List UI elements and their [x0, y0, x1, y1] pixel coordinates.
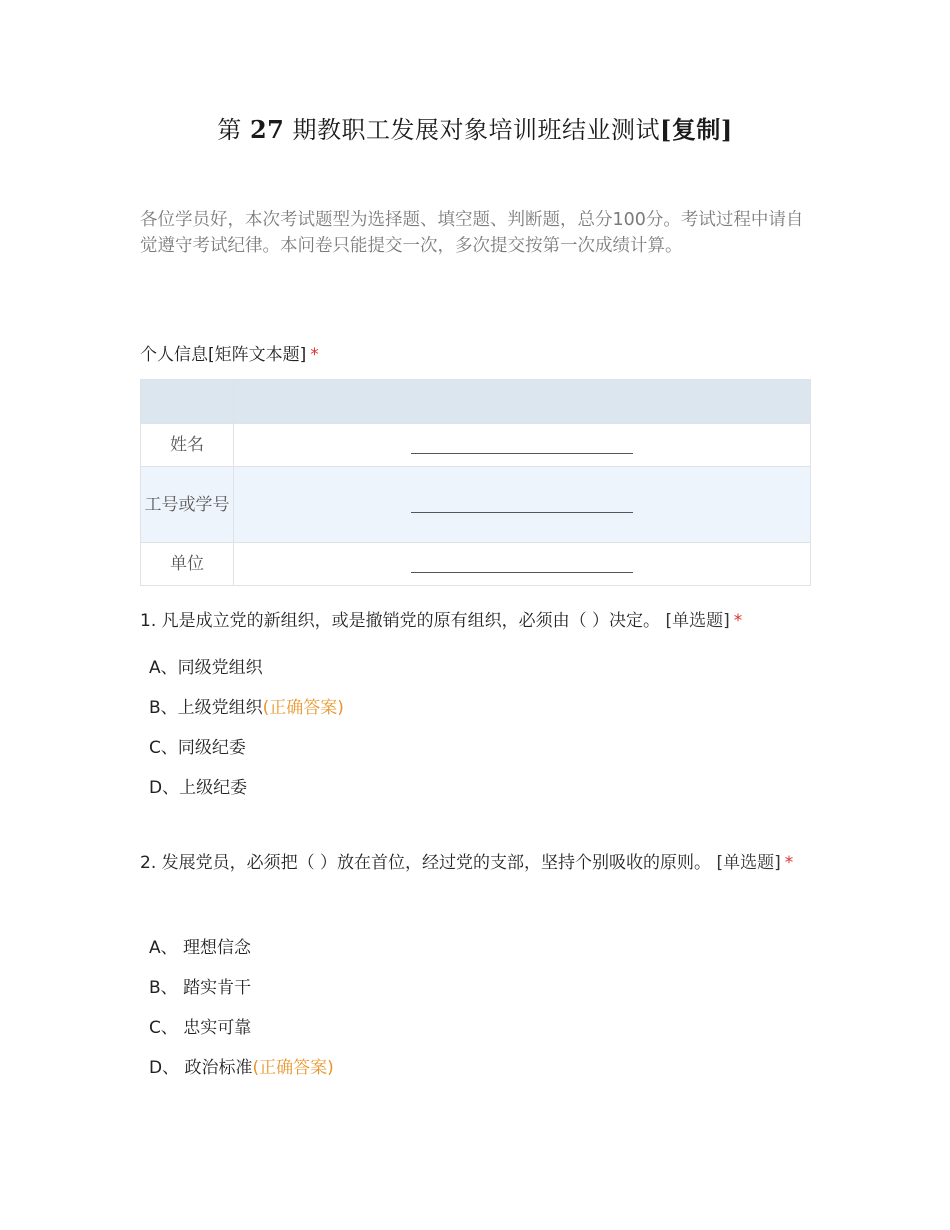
required-mark: * [310, 345, 319, 365]
title-prefix: 第 [217, 116, 242, 144]
q2-option-c[interactable]: C、 忠实可靠 [149, 1018, 252, 1038]
title-suffix: [复制] [659, 115, 733, 144]
matrix-header-row [141, 380, 811, 424]
personal-info-title: 个人信息[矩阵文本题] [140, 345, 307, 365]
q1-option-a[interactable]: A、同级党组织 [149, 658, 263, 678]
correct-answer-note: (正确答案) [252, 1058, 334, 1078]
survey-title [0, 110, 950, 145]
title-main: 期教职工发展对象培训班结业测试 [292, 116, 660, 144]
id-field[interactable] [234, 467, 811, 543]
q2-option-d[interactable]: D、 政治标准(正确答案) [149, 1058, 334, 1078]
question-1-heading [140, 604, 815, 638]
question-2-type: [单选题] [716, 853, 781, 873]
name-input-line[interactable] [411, 443, 633, 454]
matrix-header-input [234, 380, 811, 424]
matrix-row-unit [141, 543, 811, 586]
q1-option-c[interactable]: C、同级纪委 [149, 738, 246, 758]
question-2-text: 2. 发展党员，必须把（ ）放在首位，经过党的支部，坚持个别吸收的原则。 [140, 853, 712, 873]
question-2-heading [140, 846, 805, 880]
matrix-row-label: 单位 [141, 543, 234, 586]
survey-intro: 各位学员好，本次考试题型为选择题、填空题、判断题，总分100分。考试过程中请自觉遵守考试纪律。本问卷只能提交一次，多次提交按第一次成绩计算。 [140, 210, 804, 256]
unit-input-line[interactable] [411, 562, 633, 573]
matrix-row-label: 工号或学号 [141, 467, 234, 543]
q2-option-b[interactable]: B、 踏实肯干 [149, 978, 252, 998]
matrix-row-id [141, 467, 811, 543]
question-1-type: [单选题] [665, 611, 730, 631]
required-mark: * [784, 853, 794, 873]
q2-option-a[interactable]: A、 理想信念 [149, 938, 252, 958]
question-2-options [149, 928, 334, 1088]
id-input-line[interactable] [411, 502, 633, 513]
question-1-options [149, 648, 344, 808]
correct-answer-note: (正确答案) [262, 698, 344, 718]
question-1-text: 1. 凡是成立党的新组织，或是撤销党的原有组织，必须由（ ）决定。 [140, 611, 661, 631]
unit-field[interactable] [234, 543, 811, 586]
q1-option-b[interactable]: B、上级党组织(正确答案) [149, 698, 344, 718]
q1-option-d[interactable]: D、上级纪委 [149, 778, 248, 798]
matrix-row-label: 姓名 [141, 424, 234, 467]
personal-info-heading [140, 338, 319, 372]
personal-info-matrix [140, 379, 811, 586]
required-mark: * [733, 611, 743, 631]
name-field[interactable] [234, 424, 811, 467]
matrix-row-name [141, 424, 811, 467]
title-number: 27 [249, 115, 285, 144]
matrix-header-label [141, 380, 234, 424]
